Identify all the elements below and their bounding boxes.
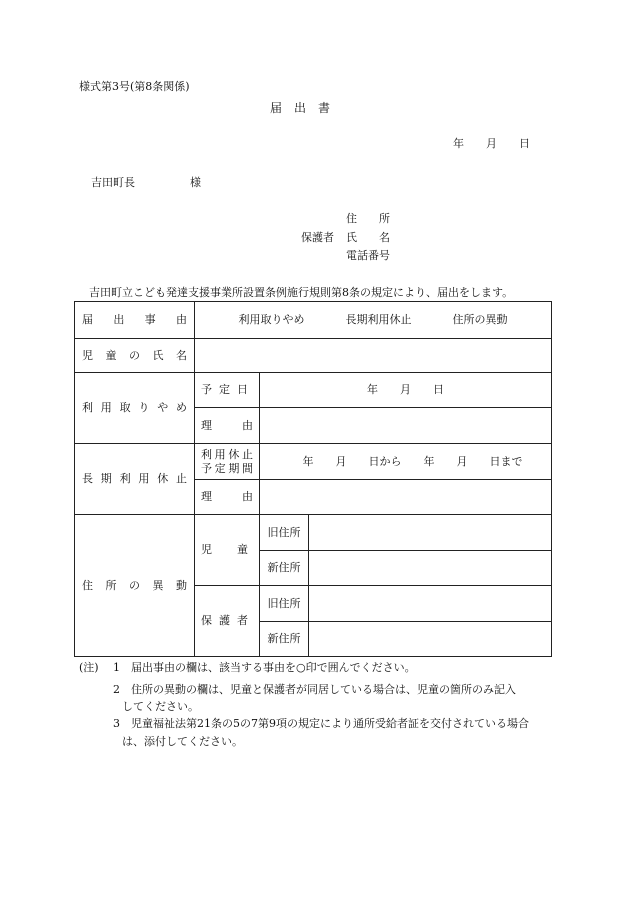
applicant-guardian-label: 保護者 xyxy=(301,231,334,244)
form-number: 様式第3号(第8条関係) xyxy=(79,80,190,93)
reason-option-suspension[interactable]: 長期利用休止 xyxy=(345,313,412,327)
suspension-reason-field[interactable] xyxy=(260,480,552,515)
child-label-cell xyxy=(195,515,260,586)
guardian-old-address-label: 旧住所 xyxy=(260,586,309,622)
child-new-address-label: 新住所 xyxy=(260,551,309,586)
row-withdrawal-date xyxy=(75,373,552,408)
suspension-period-label-line1: 利用休止 xyxy=(201,447,253,461)
suspension-period-label-cell xyxy=(195,444,260,480)
withdrawal-reason-label-cell xyxy=(195,408,260,444)
guardian-label-cell xyxy=(195,586,260,657)
reason-option-address-change[interactable]: 住所の異動 xyxy=(452,313,508,327)
reason-label: 届出事由 xyxy=(75,302,195,339)
child-old-address-label: 旧住所 xyxy=(260,515,309,551)
row-reason xyxy=(75,302,552,339)
child-label: 児童 xyxy=(201,543,248,557)
row-suspension-period xyxy=(75,444,552,480)
reason-options[interactable] xyxy=(195,302,552,339)
date-line: 年 月 日 xyxy=(453,137,530,150)
withdrawal-label: 利用取りやめ xyxy=(75,373,195,444)
address-change-label: 住所の異動 xyxy=(75,515,195,657)
suspension-reason-label: 理由 xyxy=(201,490,253,504)
row-child-old-address xyxy=(75,515,552,551)
note-3-text-line1: 児童福祉法第21条の5の7第9項の規定により通所受給者証を交付されている場合 xyxy=(131,717,529,730)
note-2-number: 2 xyxy=(113,683,120,696)
guardian-new-address-field[interactable] xyxy=(309,622,552,657)
guardian-new-address-label: 新住所 xyxy=(260,622,309,657)
child-old-address-field[interactable] xyxy=(309,515,552,551)
notification-form-table xyxy=(74,301,552,657)
notes-prefix: (注) xyxy=(79,661,99,674)
addressee: 吉田町長 様 xyxy=(91,176,201,189)
note-2-text-line1: 住所の異動の欄は、児童と保護者が同居している場合は、児童の箇所のみ記入 xyxy=(131,683,516,696)
note-3-text-line2: は、添付してください。 xyxy=(122,735,243,748)
note-1-number: 1 xyxy=(113,661,120,674)
withdrawal-reason-field[interactable] xyxy=(260,408,552,444)
guardian-label: 保護者 xyxy=(201,614,248,628)
intro-text: 吉田町立こども発達支援事業所設置条例施行規則第8条の規定により、届出をします。 xyxy=(89,286,514,299)
note-2-text-line2: してください。 xyxy=(122,700,199,713)
suspension-reason-label-cell xyxy=(195,480,260,515)
withdrawal-reason-label: 理由 xyxy=(201,418,253,432)
reason-option-withdrawal[interactable]: 利用取りやめ xyxy=(238,313,305,327)
suspension-label: 長期利用休止 xyxy=(75,444,195,515)
child-name-label: 児童の氏名 xyxy=(75,339,195,373)
row-child-name xyxy=(75,339,552,373)
applicant-phone-label: 電話番号 xyxy=(346,249,390,262)
scheduled-date-field[interactable]: 年 月 日 xyxy=(260,373,552,408)
applicant-address-label: 住 所 xyxy=(346,212,390,225)
applicant-name-label: 氏 名 xyxy=(346,231,390,244)
child-new-address-field[interactable] xyxy=(309,551,552,586)
suspension-period-field[interactable]: 年 月 日から 年 月 日まで xyxy=(260,444,552,480)
scheduled-date-label: 予定日 xyxy=(201,383,248,397)
child-name-field[interactable] xyxy=(195,339,552,373)
guardian-old-address-field[interactable] xyxy=(309,586,552,622)
page-title: 届 出 書 xyxy=(270,101,331,115)
scheduled-date-label-cell xyxy=(195,373,260,408)
note-1-text: 届出事由の欄は、該当する事由を○印で囲んでください。 xyxy=(131,661,416,674)
suspension-period-label-line2: 予定期間 xyxy=(201,461,253,475)
note-3-number: 3 xyxy=(113,717,120,730)
